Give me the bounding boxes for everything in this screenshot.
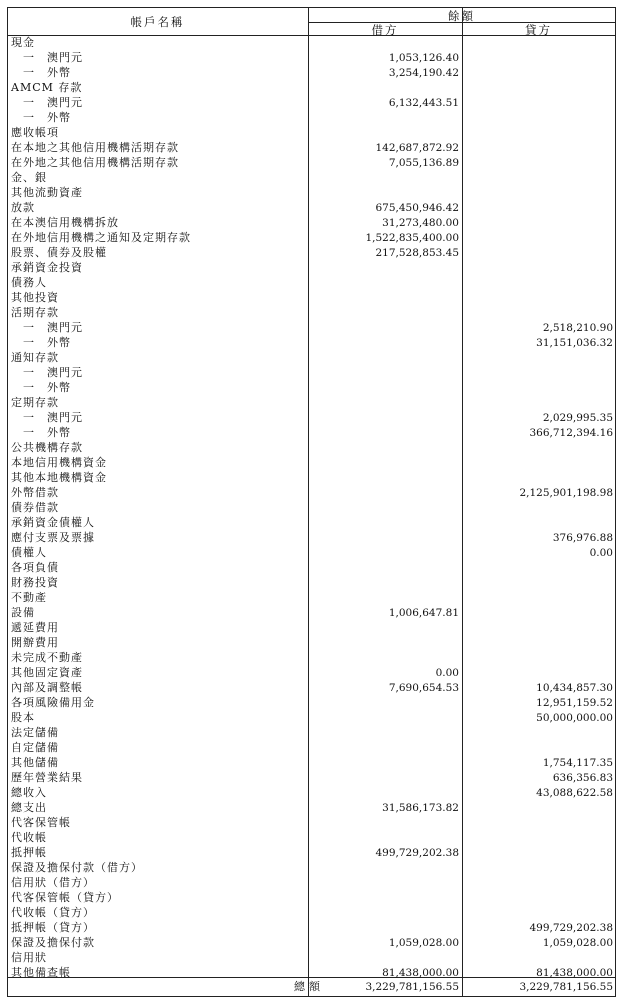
total-debit: 3,229,781,156.55 [365,981,459,993]
account-name-cell: 開辦費用 [11,636,59,649]
account-name-cell: 代客保管帳 [11,816,71,829]
account-name-cell: 抵押帳（貸方） [11,921,95,934]
account-name-cell: 應收帳項 [11,126,59,139]
table-row [7,456,616,470]
credit-cell: 2,518,210.90 [542,322,613,334]
account-name-cell: 各項負債 [11,561,59,574]
account-name-cell: AMCM 存款 [11,81,83,94]
table-row [7,846,616,860]
table-row [7,96,616,110]
table-row [7,321,616,335]
debit-cell: 1,053,126.40 [388,52,459,64]
account-name-cell: 不動產 [11,591,47,604]
table-row [7,831,616,845]
table-row [7,66,616,80]
account-name-cell: 信用狀（借方） [11,876,95,889]
table-row [7,621,616,635]
account-name-cell: 其他投資 [11,291,59,304]
credit-cell: 0.00 [589,547,613,559]
account-name-cell: 金、銀 [11,171,47,184]
table-row [7,936,616,950]
table-row [7,681,616,695]
credit-cell: 2,125,901,198.98 [519,487,613,499]
debit-cell: 499,729,202.38 [375,847,459,859]
debit-cell: 6,132,443.51 [388,97,459,109]
total-credit: 3,229,781,156.55 [519,981,613,993]
table-row [7,696,616,710]
table-row [7,651,616,665]
account-name-cell: 保證及擔保付款（借方） [11,861,143,874]
debit-cell: 1,522,835,400.00 [365,232,459,244]
credit-cell: 10,434,857.30 [536,682,613,694]
table-row [7,36,616,50]
table-row [7,786,616,800]
account-name-cell: 一 澳門元 [11,321,83,334]
account-name-cell: 其他備查帳 [11,966,71,979]
table-row [7,741,616,755]
table-row [7,201,616,215]
account-name-cell: 股本 [11,711,35,724]
account-name-cell: 抵押帳 [11,846,47,859]
table-row [7,531,616,545]
table-row [7,216,616,230]
account-name-cell: 股票、債券及股權 [11,246,107,259]
table-row [7,771,616,785]
account-name-cell: 未完成不動產 [11,651,83,664]
credit-cell: 366,712,394.16 [529,427,613,439]
debit-cell: 1,059,028.00 [388,937,459,949]
debit-cell: 142,687,872.92 [375,142,459,154]
table-row [7,441,616,455]
debit-cell: 31,273,480.00 [382,217,459,229]
table-row [7,666,616,680]
table-row [7,261,616,275]
account-name-cell: 代客保管帳（貸方） [11,891,119,904]
account-name-cell: 其他儲備 [11,756,59,769]
debit-cell: 675,450,946.42 [375,202,459,214]
account-name-cell: 活期存款 [11,306,59,319]
table-row [7,231,616,245]
total-label: 總額 [294,980,324,993]
account-name-cell: 財務投資 [11,576,59,589]
account-name-cell: 應付支票及票據 [11,531,95,544]
account-name-cell: 承銷資金投資 [11,261,83,274]
account-name-cell: 在本地之其他信用機構活期存款 [11,141,179,154]
account-name-cell: 遞延費用 [11,621,59,634]
table-row [7,471,616,485]
account-name-cell: 歷年營業結果 [11,771,83,784]
debit-cell: 7,690,654.53 [388,682,459,694]
table-row [7,246,616,260]
account-name-cell: 一 外幣 [11,426,71,439]
table-row [7,606,616,620]
credit-cell: 636,356.83 [552,772,613,784]
account-name-cell: 公共機構存款 [11,441,83,454]
account-name-cell: 一 澳門元 [11,366,83,379]
account-name-cell: 其他固定資產 [11,666,83,679]
account-name-cell: 債務人 [11,276,47,289]
account-name-cell: 內部及調整帳 [11,681,83,694]
account-name-cell: 保證及擔保付款 [11,936,95,949]
credit-cell: 1,754,117.35 [542,757,613,769]
table-row [7,951,616,965]
credit-cell: 499,729,202.38 [529,922,613,934]
table-row [7,351,616,365]
account-name-cell: 本地信用機構資金 [11,456,107,469]
account-name-cell: 信用狀 [11,951,47,964]
table-row [7,156,616,170]
account-name-cell: 定期存款 [11,396,59,409]
account-name-cell: 債券借款 [11,501,59,514]
account-name-cell: 承銷資金債權人 [11,516,95,529]
account-name-cell: 外幣借款 [11,486,59,499]
table-row [7,861,616,875]
table-row [7,126,616,140]
table-row [7,636,616,650]
table-row [7,711,616,725]
debit-cell: 31,586,173.82 [382,802,459,814]
debit-cell: 3,254,190.42 [388,67,459,79]
table-row [7,966,616,980]
header-balance: 餘額 [448,9,475,23]
table-row [7,306,616,320]
table-row [7,111,616,125]
credit-cell: 31,151,036.32 [536,337,613,349]
account-name-cell: 一 澳門元 [11,411,83,424]
table-row [7,171,616,185]
table-row [7,921,616,935]
debit-cell: 217,528,853.45 [375,247,459,259]
table-row [7,366,616,380]
account-name-cell: 一 澳門元 [11,51,83,64]
account-name-cell: 通知存款 [11,351,59,364]
account-name-cell: 一 外幣 [11,111,71,124]
credit-cell: 43,088,622.58 [536,787,613,799]
account-name-cell: 法定儲備 [11,726,59,739]
table-row [7,591,616,605]
table-bottom-border [7,996,616,997]
table-row [7,561,616,575]
account-name-cell: 其他本地機構資金 [11,471,107,484]
account-name-cell: 放款 [11,201,35,214]
account-name-cell: 現金 [11,36,35,49]
table-row [7,576,616,590]
account-name-cell: 設備 [11,606,35,619]
credit-cell: 2,029,995.35 [542,412,613,424]
table-row [7,51,616,65]
account-name-cell: 一 澳門元 [11,96,83,109]
account-name-cell: 自定儲備 [11,741,59,754]
account-name-cell: 在外地之其他信用機構活期存款 [11,156,179,169]
debit-cell: 1,006,647.81 [388,607,459,619]
table-row [7,81,616,95]
trial-balance-sheet [7,7,616,997]
credit-cell: 12,951,159.52 [536,697,613,709]
ledger-table [7,7,616,997]
account-name-cell: 在本澳信用機構拆放 [11,216,119,229]
account-name-cell: 總支出 [11,801,47,814]
debit-cell: 81,438,000.00 [382,967,459,979]
debit-cell: 7,055,136.89 [388,157,459,169]
account-name-cell: 一 外幣 [11,336,71,349]
credit-cell: 81,438,000.00 [536,967,613,979]
table-row [7,516,616,530]
account-name-cell: 債權人 [11,546,47,559]
table-row [7,726,616,740]
header-debit: 借方 [371,23,399,37]
table-row [7,891,616,905]
header-credit: 貸方 [525,23,552,37]
account-name-cell: 代收帳（貸方） [11,906,95,919]
debit-cell: 0.00 [435,667,459,679]
credit-cell: 50,000,000.00 [536,712,613,724]
credit-cell: 1,059,028.00 [542,937,613,949]
table-row [7,501,616,515]
credit-cell: 376,976.88 [552,532,613,544]
table-row [7,426,616,440]
table-row [7,141,616,155]
table-row [7,186,616,200]
table-row [7,486,616,500]
account-name-cell: 代收帳 [11,831,47,844]
account-name-cell: 一 外幣 [11,381,71,394]
table-row [7,381,616,395]
account-name-cell: 總收入 [11,786,47,799]
header-account-name: 帳戶名稱 [130,15,185,29]
table-row [7,876,616,890]
table-row [7,336,616,350]
table-row [7,396,616,410]
table-row [7,291,616,305]
account-name-cell: 其他流動資產 [11,186,83,199]
table-row [7,756,616,770]
total-row [7,979,616,995]
table-row [7,816,616,830]
table-row [7,276,616,290]
account-name-cell: 一 外幣 [11,66,71,79]
account-name-cell: 在外地信用機構之通知及定期存款 [11,231,191,244]
table-row [7,411,616,425]
table-row [7,906,616,920]
table-row [7,546,616,560]
table-row [7,801,616,815]
account-name-cell: 各項風險備用金 [11,696,95,709]
